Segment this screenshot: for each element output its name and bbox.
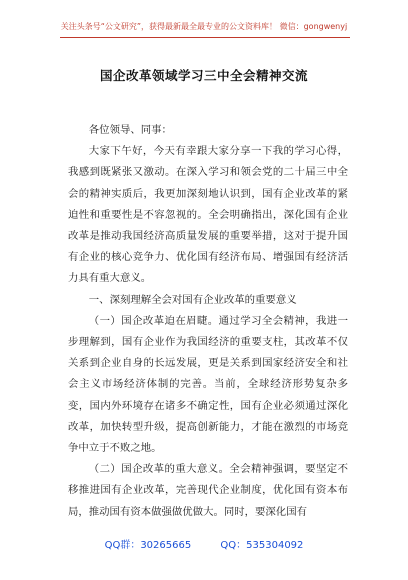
header-banner: 关注头条号“公文研究”，获得最新最全最专业的公文资料库！ 微信：gongwenyj bbox=[60, 22, 348, 31]
salutation: 各位领导、同事： bbox=[88, 124, 172, 136]
footer-qq-group: QQ群：30265665 bbox=[104, 540, 192, 551]
paragraph-point-2: （二）国企改革的重大意义。全会精神强调，要坚定不移推进国有企业改革，完善现代企业制度，优化国有资本布局，推动国有资本做强做优做大。同时，要深化国有 bbox=[68, 463, 348, 518]
header-divider bbox=[60, 37, 350, 38]
footer-qq: QQ：535304092 bbox=[220, 540, 304, 551]
paragraph-intro: 大家下午好，今天有幸跟大家分享一下我的学习心得，我感到既紧张又激动。在深入学习和领会党的二十届三中全会的精神实质后，我更加深刻地认识到，国有企业改革的紧迫性和重要性是不容忽视的。全会明确指出，深化国有企业改革是推动我国经济高质量发展的重要举措，这对于提升国有企业的核心竞争力、优化国有经济布局、增强国有经济活力具有重大意义。 bbox=[68, 145, 348, 285]
footer-contact bbox=[0, 536, 408, 551]
section-heading: 一、深刻理解全会对国有企业改革的重要意义 bbox=[88, 293, 297, 306]
document-title: 国企改革领域学习三中全会精神交流 bbox=[99, 68, 308, 83]
document-body bbox=[68, 120, 348, 523]
paragraph-point-1: （一）国企改革迫在眉睫。通过学习全会精神，我进一步理解到，国有企业作为我国经济的重要支柱，其改革不仅关系到企业自身的长远发展，更是关系到国家经济安全和社会主义市场经济体制的完善。当前，全球经济形势复杂多变，国内外环境存在诸多不确定性，国有企业必须通过深化改革，加快转型升级，提高创新能力，才能在激烈的市场竞争中立于不败之地。 bbox=[68, 314, 348, 455]
